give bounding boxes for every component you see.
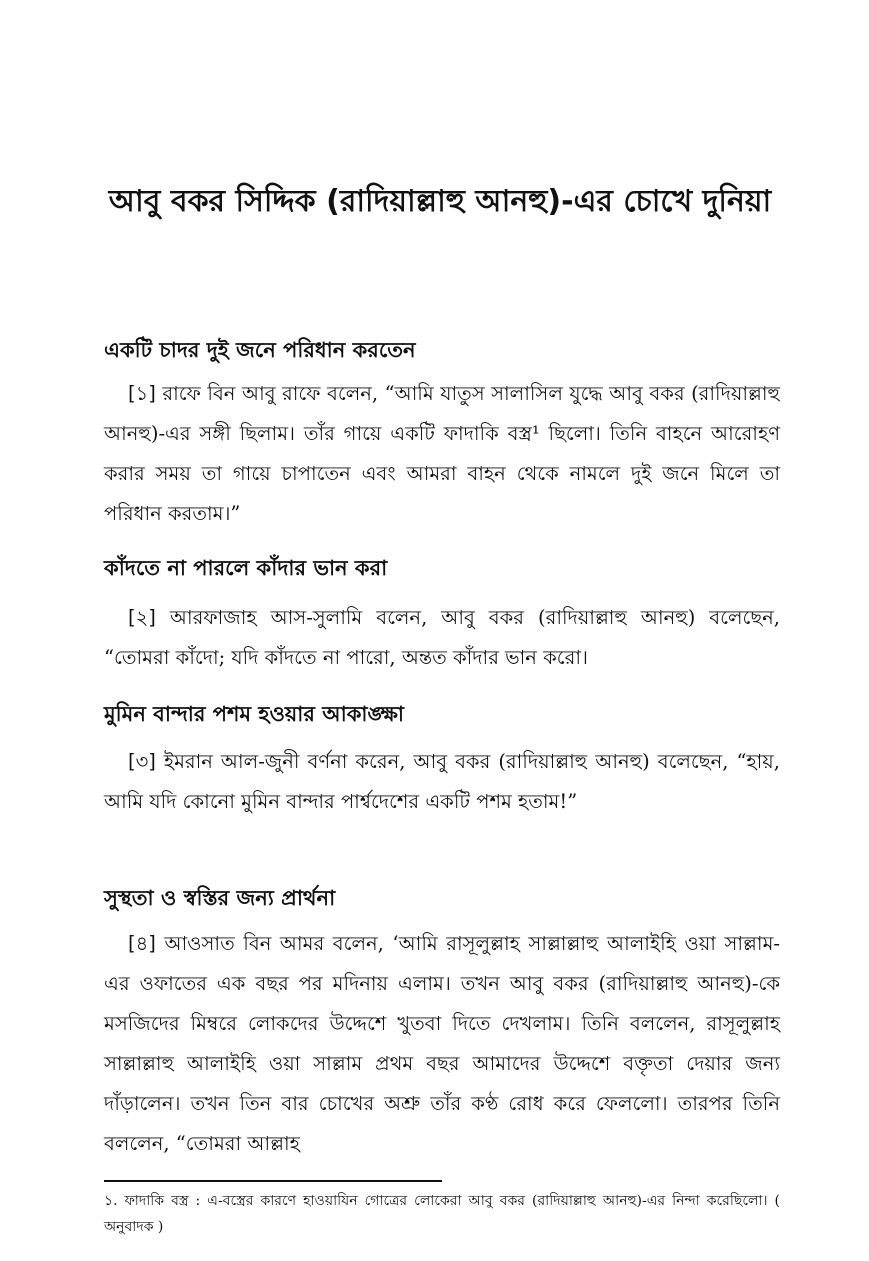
paragraph-3	[104, 742, 780, 822]
paragraph-number-3: [৩]	[128, 750, 156, 773]
footnote: ১. ফাদাকি বস্ত্র : এ-বস্ত্রের কারণে হাওয়াযিন গোত্রের লোকেরা আবু বকর (রাদিয়াল্লাহু আনহু)-এর নিন্দা করেছিলো। ( অনুবাদক )	[104, 1193, 780, 1235]
paragraph-text-2: আরফাজাহ আস-সুলামি বলেন, আবু বকর (রাদিয়াল্লাহু আনহু) বলেছেন, “তোমরা কাঁদো; যদি কাঁদতে না পারো, অন্তত কাঁদার ভান করো।	[104, 606, 780, 669]
paragraph-text-1: রাফে বিন আবু রাফে বলেন, “আমি যাতুস সালাসিল যুদ্ধে আবু বকর (রাদিয়াল্লাহু আনহু)-এর সঙ্গী ছিলাম। তাঁর গায়ে একটি ফাদাকি বস্ত্র¹ ছিলো। তিনি বাহনে আরোহণ করার সময় তা গায়ে চাপাতেন এবং আমরা বাহন থেকে নামলে দুই জনে মিলে তা পরিধান করতাম।”	[104, 382, 781, 525]
paragraph-text-4: আওসাত বিন আমর বলেন, ‘আমি রাসূলুল্লাহ সাল্লাল্লাহু আলাইহি ওয়া সাল্লাম-এর ওফাতের এক বছর পর মদিনায় এলাম। তখন আবু বকর (রাদিয়াল্লাহু আনহু)-কে মসজিদের মিম্বরে লোকদের উদ্দেশে খুতবা দিতে দেখলাম। তিনি বললেন, রাসূলুল্লাহ সাল্লাল্লাহু আলাইহি ওয়া সাল্লাম প্রথম বছর আমাদের উদ্দেশে বক্তৃতা দেয়ার জন্য দাঁড়ালেন। তখন তিন বার চোখের অশ্রু তাঁর কণ্ঠ রোধ করে ফেললো। তারপর তিনি বললেন, “তোমরা আল্লাহ	[104, 932, 780, 1155]
paragraph-text-3: ইমরান আল-জুনী বর্ণনা করেন, আবু বকর (রাদিয়াল্লাহু আনহু) বলেছেন, “হায়, আমি যদি কোনো মুমিন বান্দার পার্শ্বদেশের একটি পশম হতাম!”	[104, 750, 780, 813]
page-title: আবু বকর সিদ্দিক (রাদিয়াল্লাহু আনহু)-এর চোখে দুনিয়া	[108, 184, 772, 219]
paragraph-1	[104, 374, 780, 534]
section-heading-4: সুস্থতা ও স্বস্তির জন্য প্রার্থনা	[104, 886, 336, 910]
section-heading-2: কাঁদতে না পারলে কাঁদার ভান করা	[104, 556, 388, 580]
paragraph-number-2: [২]	[128, 606, 156, 629]
paragraph-4	[104, 924, 780, 1164]
paragraph-2	[104, 598, 780, 678]
section-heading-1: একটি চাদর দুই জনে পরিধান করতেন	[104, 338, 416, 362]
paragraph-number-4: [৪]	[128, 932, 156, 955]
section-heading-3: মুমিন বান্দার পশম হওয়ার আকাঙ্ক্ষা	[104, 702, 404, 726]
footnote-divider	[104, 1180, 442, 1182]
paragraph-number-1: [১]	[128, 382, 156, 405]
